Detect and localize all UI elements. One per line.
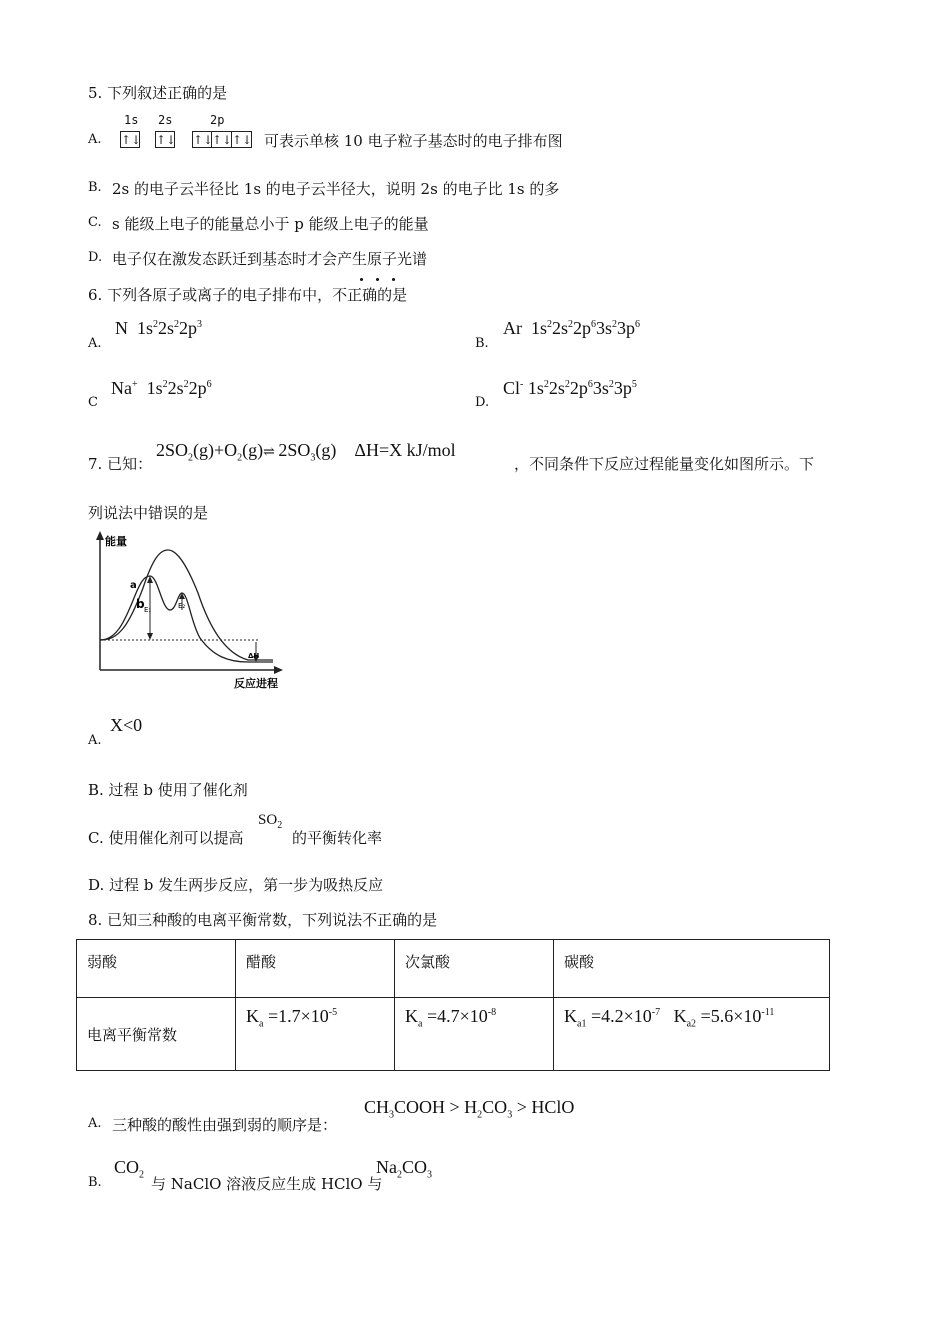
orbital-label-2p: 2p <box>210 113 225 127</box>
q7-delta-h: ΔH=X kJ/mol <box>354 440 456 460</box>
q7-stem-pre: 7. 已知： <box>88 455 153 473</box>
table-cell <box>554 998 830 1071</box>
q8-option-b-formula-co2: $CO_2$ <box>114 1157 145 1181</box>
table-header-cell: 醋酸 <box>236 940 395 998</box>
y-axis-arrow-icon <box>96 531 104 540</box>
orbital-box: ↑↓ <box>212 133 233 147</box>
q7-equation: $2SO_2(g)+O_2(g)\rightleftharpoons$ $2SO_3(g)$ ΔH=X kJ/mol <box>156 440 456 464</box>
emphasis-dot <box>376 278 379 281</box>
orbital-box: ↑↓ <box>156 133 177 147</box>
q6-stem-post: 的是 <box>377 286 408 304</box>
curve-a-label: a <box>130 580 137 591</box>
orbital-label-1s: 1s <box>124 113 139 127</box>
q7-option-a-letter: A. <box>88 733 102 748</box>
q8-stem: 8. 已知三种酸的电离平衡常数，下列说法不正确的是 <box>88 911 438 929</box>
q6-option-b-letter: B. <box>475 336 489 351</box>
table-header-row <box>77 940 830 998</box>
q6-option-b-formula: Ar $1s^22s^22p^63s^23p^6$ <box>503 318 641 338</box>
ionization-constants-table <box>76 939 830 1071</box>
orbital-box: ↑↓ <box>121 133 142 147</box>
q5-option-d-letter: D. <box>88 250 103 265</box>
q8-option-a-letter: A. <box>88 1116 102 1131</box>
q6-stem-pre: 6. 下列各原子或离子的电子排布中， <box>88 286 333 304</box>
q5-stem: 5. 下列叙述正确的是 <box>88 84 228 102</box>
q8-option-b-text: 与 NaClO 溶液反应生成 HClO 与 <box>151 1175 383 1193</box>
q5-option-c-text: s 能级上电子的能量总小于 p 能级上电子的能量 <box>112 215 429 233</box>
table-header-cell: 弱酸 <box>77 940 236 998</box>
q7-option-d: D. 过程 b 发生两步反应，第一步为吸热反应 <box>88 876 384 894</box>
q5-option-c-letter: C. <box>88 215 102 230</box>
y-axis-label: 能量 <box>105 535 127 548</box>
q7-option-c-formula: $SO_2$ <box>258 812 283 831</box>
orbital-label-2s: 2s <box>158 113 173 127</box>
x-axis-label: 反应进程 <box>234 677 278 690</box>
q5-option-b-letter: B. <box>88 180 102 195</box>
q7-option-c-post: 的平衡转化率 <box>292 829 383 847</box>
q8-option-b-formula-na2co3: $Na_2CO_3$ <box>376 1157 433 1181</box>
table-header-cell: 碳酸 <box>554 940 830 998</box>
x-axis-arrow-icon <box>274 666 283 674</box>
arrow-down-icon <box>147 633 153 640</box>
orbital-box: ↑↓ <box>193 133 214 147</box>
q6-option-a-letter: A. <box>88 336 102 351</box>
q5-option-a-letter: A. <box>88 132 102 147</box>
q7-option-a-text: X<0 <box>110 715 143 735</box>
q6-stem-emphasis: 不正确 <box>332 286 378 304</box>
emphasis-dot <box>392 278 395 281</box>
energy-diagram <box>88 528 288 693</box>
orbital-1s-boxes <box>120 131 140 148</box>
q6-option-c-formula: Na+ $1s^22s^22p^6$ <box>111 378 212 398</box>
q5-option-b-text: 2s 的电子云半径比 1s 的电子云半径大，说明 2s 的电子比 1s 的多 <box>112 180 560 198</box>
q8-option-a-formula: $CH_3COOH > H_2CO_3$ > HClO <box>364 1097 575 1121</box>
q5-option-d-text: 电子仅在激发态跃迁到基态时才会产生原子光谱 <box>112 250 428 268</box>
ka-carbonic: $K_{a1} =4.2\times 10^{-7}$ $K_{a2} =5.6\times 10^{-11}$ <box>564 1006 775 1030</box>
orbital-2p-boxes <box>192 131 252 148</box>
q6-stem <box>88 284 407 305</box>
curve-b-label: b <box>136 597 145 611</box>
q5-option-a-text: 可表示单核 10 电子粒子基态时的电子排布图 <box>264 132 563 150</box>
table-cell <box>236 998 395 1071</box>
orbital-2s-boxes <box>155 131 175 148</box>
q8-option-b-letter: B. <box>88 1175 102 1190</box>
curve-b <box>100 576 273 662</box>
e2-label: E₂ <box>178 602 186 610</box>
e1-label: E₁ <box>144 606 152 614</box>
table-header-cell: 次氯酸 <box>395 940 554 998</box>
q7-stem-line2: 列说法中错误的是 <box>88 504 209 522</box>
emphasis-dot <box>360 278 363 281</box>
q7-option-b: B. 过程 b 使用了催化剂 <box>88 781 248 799</box>
ka-acetic: $K_a =1.7\times 10^{-5}$ <box>246 1006 338 1030</box>
q6-option-d-letter: D. <box>475 395 490 410</box>
orbital-box: ↑↓ <box>232 133 253 147</box>
equilibrium-arrow-icon: ⇌ <box>263 445 274 460</box>
q7-option-c-pre: C. 使用催化剂可以提高 <box>88 829 244 847</box>
dh-label: ΔH <box>248 652 260 660</box>
q6-option-a-formula: N $1s^22s^22p^3$ <box>115 318 203 338</box>
q7-stem-post: ，不同条件下反应过程能量变化如图所示。下 <box>514 455 815 473</box>
ka-hypochlorous: $K_a =4.7\times 10^{-8}$ <box>405 1006 497 1030</box>
q6-option-d-formula: Cl- $1s^22s^22p^63s^23p^5$ <box>503 378 637 398</box>
table-row <box>77 998 830 1071</box>
q8-option-a-text: 三种酸的酸性由强到弱的顺序是： <box>112 1116 338 1134</box>
table-cell <box>395 998 554 1071</box>
curve-a <box>100 550 273 660</box>
q6-option-c-letter: C <box>88 395 98 410</box>
table-cell: 电离平衡常数 <box>77 998 236 1071</box>
